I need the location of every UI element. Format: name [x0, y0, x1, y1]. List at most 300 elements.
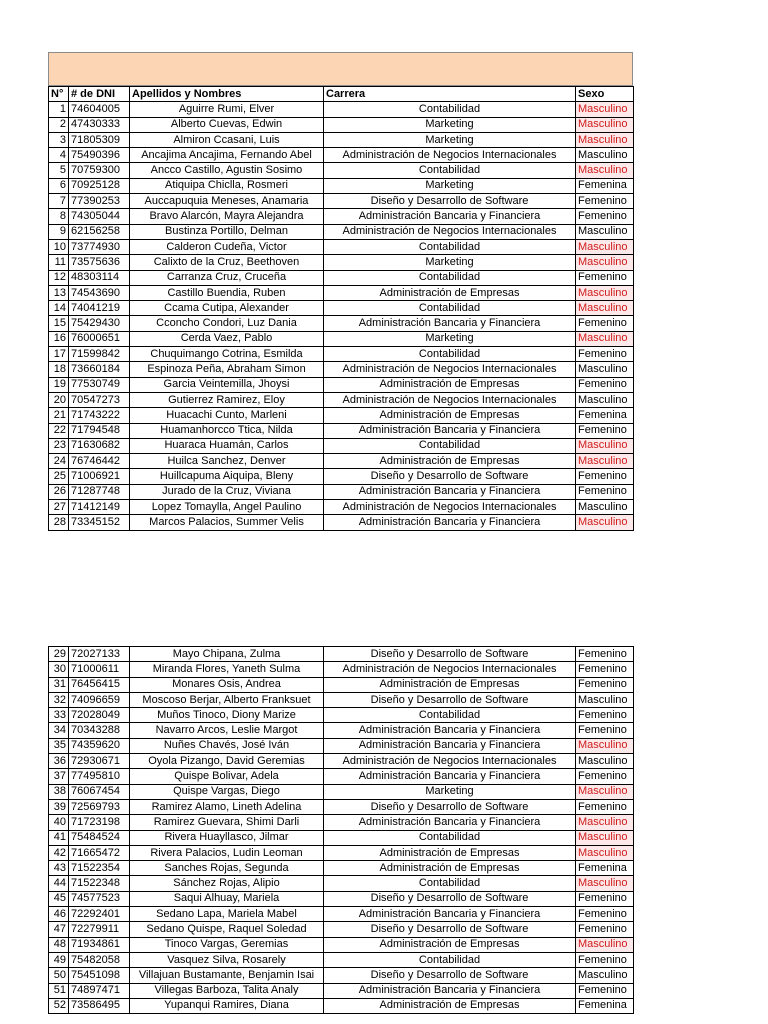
dni-cell: 48303114 [69, 270, 130, 285]
career-cell: Administración de Negocios Internacionales [324, 500, 576, 515]
table-row [49, 692, 634, 707]
career-cell: Administración Bancaria y Financiera [324, 423, 576, 438]
name-cell: Atiquipa Chiclla, Rosmeri [130, 178, 324, 193]
career-cell: Administración Bancaria y Financiera [324, 723, 576, 738]
table-row [49, 845, 634, 860]
header-dni: # de DNI [69, 87, 130, 102]
row-number: 4 [49, 148, 69, 163]
dni-cell: 71599842 [69, 347, 130, 362]
sex-cell: Femenino [576, 270, 634, 285]
table-row [49, 255, 634, 270]
sex-cell: Femenino [576, 769, 634, 784]
row-number: 16 [49, 331, 69, 346]
career-cell: Administración Bancaria y Financiera [324, 209, 576, 224]
name-cell: Cconcho Condori, Luz Dania [130, 316, 324, 331]
table-row [49, 347, 634, 362]
table-row [49, 148, 634, 163]
row-number: 29 [49, 647, 69, 662]
sex-cell: Femenino [576, 677, 634, 692]
career-cell: Contabilidad [324, 270, 576, 285]
name-cell: Miranda Flores, Yaneth Sulma [130, 662, 324, 677]
row-number: 38 [49, 784, 69, 799]
sex-cell: Masculino [576, 438, 634, 453]
table-row [49, 178, 634, 193]
table-row [49, 876, 634, 891]
row-number: 23 [49, 438, 69, 453]
row-number: 52 [49, 998, 69, 1013]
table-row [49, 423, 634, 438]
row-number: 28 [49, 515, 69, 530]
table-row [49, 784, 634, 799]
row-number: 34 [49, 723, 69, 738]
dni-cell: 70343288 [69, 723, 130, 738]
sex-cell: Masculino [576, 754, 634, 769]
table-row [49, 132, 634, 147]
sex-cell: Masculino [576, 845, 634, 860]
dni-cell: 73660184 [69, 362, 130, 377]
name-cell: Mayo Chipana, Zulma [130, 647, 324, 662]
sex-cell: Masculino [576, 132, 634, 147]
row-number: 20 [49, 392, 69, 407]
table-row [49, 270, 634, 285]
name-cell: Cerda Vaez, Pablo [130, 331, 324, 346]
row-number: 49 [49, 952, 69, 967]
table-row [49, 968, 634, 983]
name-cell: Marcos Palacios, Summer Velis [130, 515, 324, 530]
dni-cell: 71522348 [69, 876, 130, 891]
sex-cell: Femenino [576, 708, 634, 723]
sex-cell: Masculino [576, 784, 634, 799]
header-row [49, 87, 634, 102]
dni-cell: 71743222 [69, 408, 130, 423]
dni-cell: 76456415 [69, 677, 130, 692]
table-row [49, 952, 634, 967]
dni-cell: 72292401 [69, 907, 130, 922]
career-cell: Diseño y Desarrollo de Software [324, 891, 576, 906]
sex-cell: Masculino [576, 285, 634, 300]
table-1-body [49, 102, 634, 530]
sex-cell: Masculino [576, 148, 634, 163]
row-number: 11 [49, 255, 69, 270]
dni-cell: 71805309 [69, 132, 130, 147]
table-row [49, 316, 634, 331]
dni-cell: 71000611 [69, 662, 130, 677]
row-number: 3 [49, 132, 69, 147]
students-table-2 [48, 646, 634, 1014]
table-row [49, 708, 634, 723]
name-cell: Ancco Castillo, Agustin Sosimo [130, 163, 324, 178]
sex-cell: Femenino [576, 891, 634, 906]
row-number: 27 [49, 500, 69, 515]
name-cell: Huaraca Huamán, Carlos [130, 438, 324, 453]
name-cell: Aguirre Rumi, Elver [130, 102, 324, 117]
name-cell: Sedano Lapa, Mariela Mabel [130, 907, 324, 922]
name-cell: Ramirez Alamo, Lineth Adelina [130, 799, 324, 814]
name-cell: Huilca Sanchez, Denver [130, 454, 324, 469]
row-number: 25 [49, 469, 69, 484]
table-row [49, 377, 634, 392]
sex-cell: Masculino [576, 830, 634, 845]
name-cell: Villegas Barboza, Talita Analy [130, 983, 324, 998]
table-row [49, 362, 634, 377]
sex-cell: Masculino [576, 876, 634, 891]
name-cell: Espinoza Peña, Abraham Simon [130, 362, 324, 377]
header-career: Carrera [324, 87, 576, 102]
career-cell: Administración Bancaria y Financiera [324, 316, 576, 331]
career-cell: Administración de Empresas [324, 998, 576, 1013]
sex-cell: Femenino [576, 799, 634, 814]
row-number: 5 [49, 163, 69, 178]
career-cell: Marketing [324, 784, 576, 799]
dni-cell: 47430333 [69, 117, 130, 132]
sex-cell: Femenino [576, 316, 634, 331]
row-number: 15 [49, 316, 69, 331]
sex-cell: Masculino [576, 163, 634, 178]
dni-cell: 72569793 [69, 799, 130, 814]
table-row [49, 662, 634, 677]
dni-cell: 74305044 [69, 209, 130, 224]
sex-cell: Femenino [576, 347, 634, 362]
name-cell: Almiron Ccasani, Luis [130, 132, 324, 147]
table-row [49, 163, 634, 178]
name-cell: Carranza Cruz, Cruceña [130, 270, 324, 285]
sex-cell: Masculino [576, 738, 634, 753]
row-number: 17 [49, 347, 69, 362]
sex-cell: Femenino [576, 723, 634, 738]
row-number: 26 [49, 484, 69, 499]
dni-cell: 76067454 [69, 784, 130, 799]
table-row [49, 937, 634, 952]
name-cell: Huillcapuma Aiquipa, Bleny [130, 469, 324, 484]
dni-cell: 74897471 [69, 983, 130, 998]
row-number: 19 [49, 377, 69, 392]
title-band [48, 52, 633, 86]
dni-cell: 77530749 [69, 377, 130, 392]
dni-cell: 71630682 [69, 438, 130, 453]
sex-cell: Femenina [576, 861, 634, 876]
career-cell: Administración de Empresas [324, 937, 576, 952]
table-row [49, 738, 634, 753]
dni-cell: 76000651 [69, 331, 130, 346]
career-cell: Administración Bancaria y Financiera [324, 983, 576, 998]
name-cell: Alberto Cuevas, Edwin [130, 117, 324, 132]
sex-cell: Femenina [576, 408, 634, 423]
row-number: 51 [49, 983, 69, 998]
name-cell: Jurado de la Cruz, Viviana [130, 484, 324, 499]
name-cell: Garcia Veintemilla, Jhoysi [130, 377, 324, 392]
sex-cell: Femenino [576, 647, 634, 662]
name-cell: Oyola Pizango, David Geremias [130, 754, 324, 769]
table-row [49, 484, 634, 499]
dni-cell: 74041219 [69, 301, 130, 316]
dni-cell: 74604005 [69, 102, 130, 117]
table-row [49, 469, 634, 484]
dni-cell: 70925128 [69, 178, 130, 193]
table-row [49, 408, 634, 423]
career-cell: Administración Bancaria y Financiera [324, 815, 576, 830]
career-cell: Diseño y Desarrollo de Software [324, 799, 576, 814]
dni-cell: 74577523 [69, 891, 130, 906]
sex-cell: Masculino [576, 815, 634, 830]
career-cell: Contabilidad [324, 163, 576, 178]
table-row [49, 454, 634, 469]
sex-cell: Femenino [576, 922, 634, 937]
career-cell: Administración de Negocios Internacionales [324, 224, 576, 239]
career-cell: Administración de Negocios Internacionales [324, 662, 576, 677]
row-number: 30 [49, 662, 69, 677]
sex-cell: Femenino [576, 952, 634, 967]
name-cell: Sedano Quispe, Raquel Soledad [130, 922, 324, 937]
sex-cell: Masculino [576, 239, 634, 254]
name-cell: Quispe Vargas, Diego [130, 784, 324, 799]
dni-cell: 75484524 [69, 830, 130, 845]
career-cell: Marketing [324, 331, 576, 346]
sex-cell: Masculino [576, 454, 634, 469]
dni-cell: 73345152 [69, 515, 130, 530]
dni-cell: 77495810 [69, 769, 130, 784]
career-cell: Contabilidad [324, 830, 576, 845]
header-sex: Sexo [576, 87, 634, 102]
career-cell: Diseño y Desarrollo de Software [324, 469, 576, 484]
table-row [49, 754, 634, 769]
sex-cell: Masculino [576, 500, 634, 515]
dni-cell: 75451098 [69, 968, 130, 983]
row-number: 10 [49, 239, 69, 254]
sex-cell: Masculino [576, 224, 634, 239]
career-cell: Administración de Empresas [324, 845, 576, 860]
table-row [49, 799, 634, 814]
row-number: 9 [49, 224, 69, 239]
row-number: 14 [49, 301, 69, 316]
dni-cell: 71723198 [69, 815, 130, 830]
row-number: 21 [49, 408, 69, 423]
career-cell: Administración Bancaria y Financiera [324, 769, 576, 784]
name-cell: Castillo Buendia, Ruben [130, 285, 324, 300]
name-cell: Chuquimango Cotrina, Esmilda [130, 347, 324, 362]
dni-cell: 71794548 [69, 423, 130, 438]
career-cell: Diseño y Desarrollo de Software [324, 968, 576, 983]
name-cell: Bravo Alarcón, Mayra Alejandra [130, 209, 324, 224]
career-cell: Diseño y Desarrollo de Software [324, 194, 576, 209]
dni-cell: 71006921 [69, 469, 130, 484]
dni-cell: 71412149 [69, 500, 130, 515]
table-row [49, 194, 634, 209]
name-cell: Yupanqui Ramires, Diana [130, 998, 324, 1013]
sex-cell: Femenino [576, 194, 634, 209]
row-number: 24 [49, 454, 69, 469]
name-cell: Calixto de la Cruz, Beethoven [130, 255, 324, 270]
sex-cell: Masculino [576, 255, 634, 270]
dni-cell: 71522354 [69, 861, 130, 876]
career-cell: Administración de Empresas [324, 377, 576, 392]
students-table-1 [48, 86, 634, 531]
dni-cell: 70759300 [69, 163, 130, 178]
name-cell: Moscoso Berjar, Alberto Franksuet [130, 692, 324, 707]
name-cell: Ancajima Ancajima, Fernando Abel [130, 148, 324, 163]
table-row [49, 983, 634, 998]
sex-cell: Masculino [576, 362, 634, 377]
dni-cell: 76746442 [69, 454, 130, 469]
career-cell: Contabilidad [324, 347, 576, 362]
sex-cell: Masculino [576, 515, 634, 530]
sex-cell: Masculino [576, 331, 634, 346]
table-row [49, 209, 634, 224]
table-row [49, 301, 634, 316]
career-cell: Administración de Empresas [324, 677, 576, 692]
sex-cell: Masculino [576, 117, 634, 132]
name-cell: Huacachi Cunto, Marleni [130, 408, 324, 423]
table-row [49, 500, 634, 515]
sex-cell: Femenino [576, 423, 634, 438]
row-number: 45 [49, 891, 69, 906]
dni-cell: 75490396 [69, 148, 130, 163]
sex-cell: Femenino [576, 377, 634, 392]
dni-cell: 73586495 [69, 998, 130, 1013]
row-number: 44 [49, 876, 69, 891]
row-number: 41 [49, 830, 69, 845]
name-cell: Auccapuquia Meneses, Anamaria [130, 194, 324, 209]
table-row [49, 438, 634, 453]
career-cell: Administración de Empresas [324, 454, 576, 469]
career-cell: Marketing [324, 255, 576, 270]
dni-cell: 74543690 [69, 285, 130, 300]
table-2-body [49, 647, 634, 1014]
table-row [49, 830, 634, 845]
career-cell: Administración de Empresas [324, 408, 576, 423]
dni-cell: 77390253 [69, 194, 130, 209]
name-cell: Quispe Bolivar, Adela [130, 769, 324, 784]
dni-cell: 75482058 [69, 952, 130, 967]
career-cell: Administración de Negocios Internacionales [324, 392, 576, 407]
table-row [49, 647, 634, 662]
career-cell: Administración de Negocios Internacionales [324, 362, 576, 377]
career-cell: Contabilidad [324, 102, 576, 117]
career-cell: Administración de Empresas [324, 861, 576, 876]
row-number: 35 [49, 738, 69, 753]
row-number: 32 [49, 692, 69, 707]
row-number: 48 [49, 937, 69, 952]
table-row [49, 285, 634, 300]
dni-cell: 62156258 [69, 224, 130, 239]
dni-cell: 74096659 [69, 692, 130, 707]
sex-cell: Masculino [576, 102, 634, 117]
row-number: 39 [49, 799, 69, 814]
row-number: 36 [49, 754, 69, 769]
career-cell: Diseño y Desarrollo de Software [324, 922, 576, 937]
name-cell: Muños Tinoco, Diony Marize [130, 708, 324, 723]
sex-cell: Masculino [576, 968, 634, 983]
sex-cell: Femenino [576, 662, 634, 677]
row-number: 43 [49, 861, 69, 876]
name-cell: Calderon Cudeña, Victor [130, 239, 324, 254]
row-number: 1 [49, 102, 69, 117]
table-row [49, 815, 634, 830]
career-cell: Contabilidad [324, 952, 576, 967]
dni-cell: 72930671 [69, 754, 130, 769]
row-number: 50 [49, 968, 69, 983]
table-row [49, 331, 634, 346]
row-number: 46 [49, 907, 69, 922]
dni-cell: 70547273 [69, 392, 130, 407]
table-row [49, 102, 634, 117]
name-cell: Gutierrez Ramirez, Eloy [130, 392, 324, 407]
sex-cell: Masculino [576, 937, 634, 952]
table-row [49, 239, 634, 254]
name-cell: Ramirez Guevara, Shimi Darli [130, 815, 324, 830]
row-number: 33 [49, 708, 69, 723]
dni-cell: 72028049 [69, 708, 130, 723]
name-cell: Ccama Cutipa, Alexander [130, 301, 324, 316]
sex-cell: Femenino [576, 484, 634, 499]
dni-cell: 72279911 [69, 922, 130, 937]
sex-cell: Masculino [576, 301, 634, 316]
row-number: 42 [49, 845, 69, 860]
name-cell: Tinoco Vargas, Geremias [130, 937, 324, 952]
header-num: N° [49, 87, 69, 102]
name-cell: Navarro Arcos, Leslie Margot [130, 723, 324, 738]
career-cell: Administración Bancaria y Financiera [324, 738, 576, 753]
name-cell: Sanches Rojas, Segunda [130, 861, 324, 876]
table-row [49, 677, 634, 692]
row-number: 6 [49, 178, 69, 193]
dni-cell: 74359620 [69, 738, 130, 753]
table-row [49, 117, 634, 132]
dni-cell: 71665472 [69, 845, 130, 860]
sex-cell: Masculino [576, 692, 634, 707]
career-cell: Administración Bancaria y Financiera [324, 515, 576, 530]
career-cell: Administración Bancaria y Financiera [324, 484, 576, 499]
name-cell: Rivera Palacios, Ludin Leoman [130, 845, 324, 860]
career-cell: Contabilidad [324, 708, 576, 723]
dni-cell: 71287748 [69, 484, 130, 499]
sex-cell: Masculino [576, 392, 634, 407]
row-number: 7 [49, 194, 69, 209]
dni-cell: 73774930 [69, 239, 130, 254]
sex-cell: Femenino [576, 983, 634, 998]
name-cell: Vasquez Silva, Rosarely [130, 952, 324, 967]
sex-cell: Femenina [576, 178, 634, 193]
career-cell: Contabilidad [324, 438, 576, 453]
career-cell: Marketing [324, 117, 576, 132]
career-cell: Contabilidad [324, 301, 576, 316]
career-cell: Contabilidad [324, 876, 576, 891]
name-cell: Lopez Tomaylla, Angel Paulino [130, 500, 324, 515]
table-row [49, 998, 634, 1013]
table-row [49, 922, 634, 937]
career-cell: Administración Bancaria y Financiera [324, 907, 576, 922]
career-cell: Marketing [324, 178, 576, 193]
dni-cell: 75429430 [69, 316, 130, 331]
table-row [49, 861, 634, 876]
career-cell: Diseño y Desarrollo de Software [324, 647, 576, 662]
row-number: 8 [49, 209, 69, 224]
sex-cell: Femenino [576, 469, 634, 484]
row-number: 47 [49, 922, 69, 937]
dni-cell: 71934861 [69, 937, 130, 952]
name-cell: Villajuan Bustamante, Benjamin Isai [130, 968, 324, 983]
row-number: 2 [49, 117, 69, 132]
row-number: 18 [49, 362, 69, 377]
row-number: 22 [49, 423, 69, 438]
row-number: 13 [49, 285, 69, 300]
dni-cell: 73575636 [69, 255, 130, 270]
career-cell: Administración de Negocios Internacionales [324, 148, 576, 163]
table-row [49, 907, 634, 922]
dni-cell: 72027133 [69, 647, 130, 662]
row-number: 37 [49, 769, 69, 784]
table-row [49, 392, 634, 407]
row-number: 40 [49, 815, 69, 830]
